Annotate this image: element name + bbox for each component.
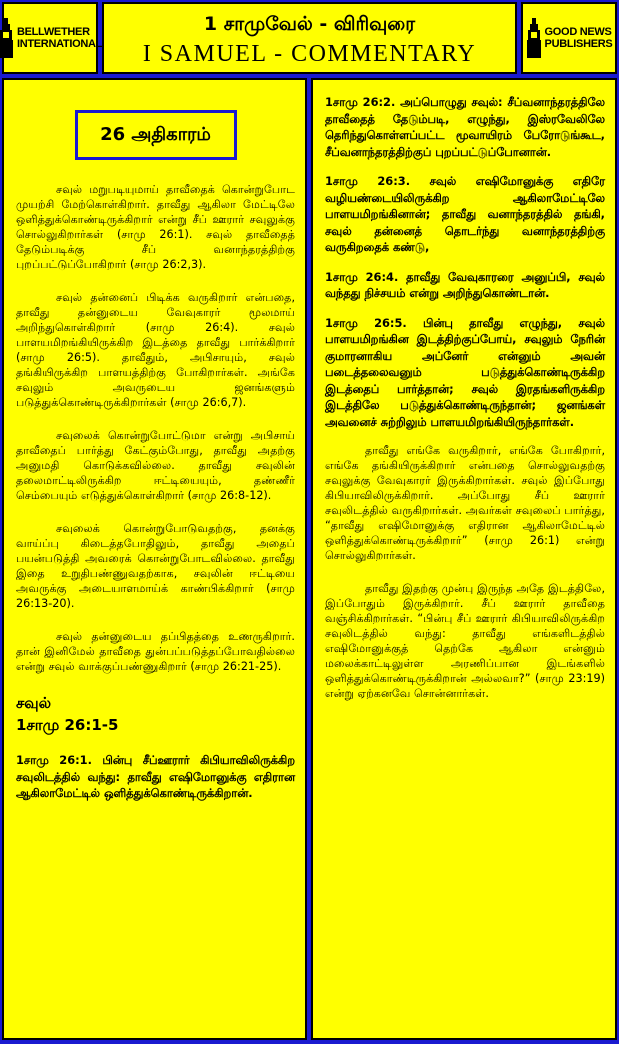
good-news-logo-text: GOOD NEWS PUBLISHERS <box>544 26 613 50</box>
section-reference: 1சாமு 26:1-5 <box>16 716 119 734</box>
page-title-english: I SAMUEL - COMMENTARY <box>142 41 477 67</box>
page-title-tamil: 1 சாமுவேல் - விரிவுரை <box>203 13 416 35</box>
verse-text: 1சாமு 26:5. பின்பு தாவீது எழுந்து, சவுல் பாளயமிறங்கின இடத்திற்குப்போய், சவுலும் நேரின் குமாரனாகிய அப்னேர் என்னும் அவன் படைத்தலைவனும் படுத்துக்கொண்டிருக்கிற இடத்தைப் பார்த்தான்; சவுல் இரதங்களிருக்கிற இடத்திலே படுத்துக்கொண்டிருந்தான்; ஜனங்கள் அவனைச் சுற்றிலும் பாளயமிறங்கியிருந்தார்கள். <box>325 315 605 429</box>
commentary-paragraph: தாவீது இதற்கு முன்பு இருந்த அதே இடத்திலே, இப்போதும் இருக்கிறார். சீப் ஊரார் தாவீதை வஞ்சிக்கிறார்கள். “பின்பு சீப் ஊரார் கிபியாவிலிருக்கிற சவுலிடத்தில் வந்து: தாவீது எங்களிடத்தில் எஷிமோனுக்குத் தெற்கே ஆகிலா என்னும் மலைக்காட்டிலுள்ள அரணிப்பான இடங்களில் ஒளித்துக்கொண்டிருக்கிறான் அல்லவா?” (சாமு 23:19) என்று ஏற்கனவே சொன்னார்கள். <box>325 582 605 700</box>
verse-text: 1சாமு 26:4. தாவீது வேவுகாரரை அனுப்பி, சவுல் வந்தது நிச்சயம் என்று அறிந்துகொண்டான். <box>325 269 605 300</box>
right-column <box>311 78 617 1040</box>
summary-paragraph: சவுல் தன்னைப் பிடிக்க வருகிறார் என்பதை, தாவீது தன்னுடைய வேவுகாரர் மூலமாய் அறிந்துகொள்கிறார் (சாமு 26:4). சவுல் பாளயமிறங்கியிருக்கிற இடத்தை தாவீது பார்க்கிறார் (சாமு 26:5). தாவீதும், அபிசாயும், சவுல் தங்கியிருக்கிற பாளயத்திற்கு போகிறார்கள். அங்கே சவுலும் அவருடைய ஜனங்களும் படுத்துக்கொண்டிருக்கிறார்கள் (சாமு 26:6,7). <box>16 291 295 409</box>
summary-paragraph: சவுல் தன்னுடைய தப்பிதத்தை உணருகிறார். தான் இனிமேல் தாவீதை துன்பப்படுத்தப்போவதில்லை என்று சவுல் வாக்குப்பண்ணுகிறார் (சாமு 26:21-25). <box>16 630 295 673</box>
bellwether-logo <box>2 2 103 74</box>
verse-text: 1சாமு 26:3. சவுல் எஷிமோனுக்கு எதிரே வழியண்டையிலிருக்கிற ஆகிலாமேட்டிலே பாளயமிறங்கினான்; தாவீது வனாந்தரத்தில் தங்கி, சவுல் தன்னைத் தொடர்ந்து வனாந்தரத்திற்கு வருகிறதைக் கண்டு, <box>325 174 605 254</box>
title-box <box>102 2 517 74</box>
bell-tower-icon <box>526 18 542 58</box>
bellwether-logo-text: BELLWETHER INTERNATIONAL <box>16 26 103 50</box>
summary-paragraph: சவுலைக் கொன்றுபோட்டுமா என்று அபிசாய் தாவீதைப் பார்த்து கேட்கும்போது, தாவீது அதற்கு அனுமதி கொடுக்கவில்லை. தாவீது சவுலின் தலைமாட்டிலிருக்கிற ஈட்டியையும், தண்ணீர் செம்பையும் எடுத்துக்கொள்கிறார் (சாமு 26:8-12). <box>16 429 295 502</box>
left-column <box>2 78 307 1040</box>
section-heading: சவுல் <box>16 694 52 712</box>
verse-text: 1சாமு 26:1. பின்பு சீப்ஊரார் கிபியாவிலிருக்கிற சவுலிடத்தில் வந்து: தாவீது எஷிமோனுக்கு எதிரான ஆகிலாமேட்டில் ஒளித்துக்கொண்டிருக்கிறான். <box>16 753 295 800</box>
good-news-logo <box>521 2 617 74</box>
verse-text: 1சாமு 26:2. அப்பொழுது சவுல்: சீப்வனாந்தரத்திலே தாவீதைத் தேடும்படி, எழுந்து, இஸ்ரவேலிலே தெரிந்துகொள்ளப்பட்ட மூவாயிரம் பேரோடுங்கூட, சீப்வனாந்தரத்திற்குப் புறப்பட்டுப்போனான். <box>325 95 605 159</box>
summary-paragraph: சவுலைக் கொன்றுபோடுவதற்கு, தனக்கு வாய்ப்பு கிடைத்தபோதிலும், தாவீது அதைப் பயன்படுத்தி அவரைக் கொன்றுபோடவில்லை. தாவீது இதை உறுதிபண்ணுவதற்காக, சவுலின் ஈட்டியை அவருக்கு அடையாளமாய்க் காண்பிக்கிறார் (சாமு 26:13-20). <box>16 522 295 610</box>
header <box>2 2 617 74</box>
summary-paragraph: சவுல் மறுபடியுமாய் தாவீதைக் கொன்றுபோட முயற்சி மேற்கொள்கிறார். தாவீது ஆகிலா மேட்டிலே ஒளித்துக்கொண்டிருக்கிறார் என்று சீப் ஊரார் சவுலுக்கு சொல்லுகிறார்கள் (சாமு 26:1). சவுல் தாவீதைத் தேடும்படிக்கு சீப் வனாந்தரத்திற்கு புறப்பட்டுப்போகிறார் (சாமு 26:2,3). <box>16 183 295 271</box>
chapter-label: 26 அதிகாரம் <box>75 110 237 160</box>
bell-tower-icon <box>0 18 14 58</box>
commentary-paragraph: தாவீது எங்கே வருகிறார், எங்கே போகிறார், எங்கே தங்கியிருக்கிறார் என்பதை சொல்லுவதற்கு சவுலுக்கு வேவுகாரர் இருக்கிறார்கள். சவுல் இப்போது கிபியாவிலிருக்கிறார். அப்போது சீப் ஊரார் சவுலிடத்தில் வருகிறார்கள். அவர்கள் சவுலைப் பார்த்து, “தாவீது எஷிமோனுக்கு எதிரான ஆகிலாமேட்டில் ஒளித்துக்கொண்டிருக்கிறார்” (சாமு 26:1) என்று சொல்லுகிறார்கள். <box>325 444 605 562</box>
